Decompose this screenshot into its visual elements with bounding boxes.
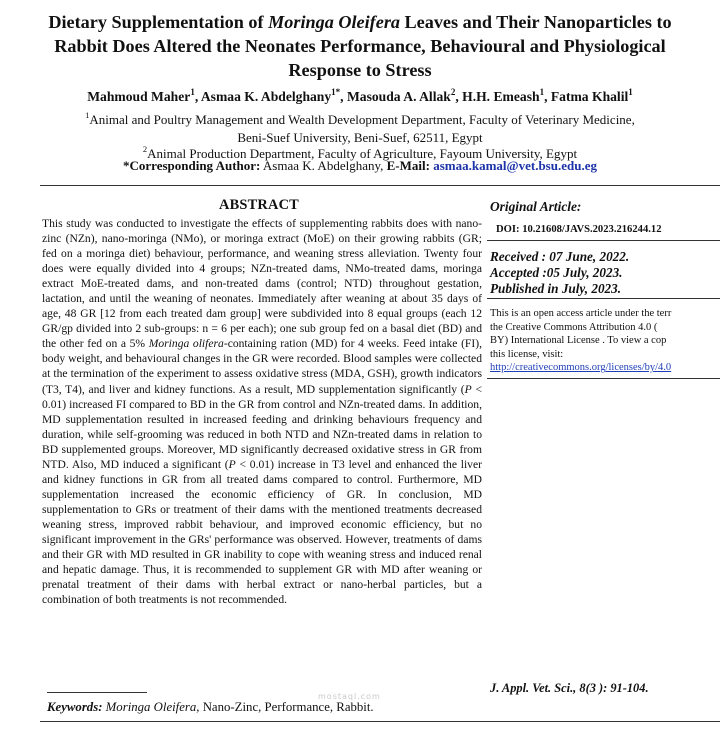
article-dates	[490, 249, 629, 297]
author-affiliation-mark: 1*	[331, 87, 341, 97]
author-affiliation-mark: 1	[539, 87, 545, 97]
author-affiliation-mark: 2	[450, 87, 456, 97]
title-species-italic: Moringa Oleifera	[268, 12, 400, 32]
license-notice: This is an open access article under the terr the Creative Commons Attribution 4.0 ( BY) International License . To view a cop this license, visit: http://creativecommons.org/licenses/by/4.0	[490, 307, 720, 375]
keywords-short-rule	[47, 692, 147, 693]
sidebar-divider-2	[487, 298, 720, 299]
corresponding-author: *Corresponding Author: Asmaa K. Abdelghany, E-Mail: asmaa.kamal@vet.bsu.edu.eg	[123, 158, 597, 173]
affiliation-1: $^1$Animal and Poultry Management and Wealth Development Department, Faculty of Veterinary Medicine, Beni-Suef University, Beni-Suef, 62511, Egypt	[85, 110, 635, 145]
affiliation-2: $^2$Animal Production Department, Faculty of Agriculture, Fayoum University, Egypt	[142, 144, 578, 161]
doi: DOI: 10.21608/JAVS.2023.216244.12	[496, 224, 662, 235]
abstract-heading: ABSTRACT	[219, 197, 299, 213]
published-date: Published in July, 2023.	[490, 281, 622, 296]
abstract-body: This study was conducted to investigate the effects of supplementing rabbits does with nano-zinc (NZn), nano-moringa (NMo), or moringa extract (MoE) on their growing rabbits (GR; fed on a moringa diet) behaviour, performance, and weaning stress alleviation. Twenty four does were equally divided into 4 groups; NZn-treated dams, NMo-treated dams, moringa extract MoE-treated dams, and non-treated dams (control; NTD) throughout gestation, lactation, and until the weaning of neonates. Immediately after weaning at about 35 days of age, 48 GR [12 from each treated dam group] were subdivided into 8 equal groups (each 12 GR/gp divided into 2 sub-groups: n = 6 per each); one sub group fed on a basal diet (BD) and the other fed on a 5% Moringa olifera-containing ration (MD) for 4 weeks. Feed intake (FI), body weight, and behavioural changes in the GR were recorded. Blood samples were collected at the termination of the experiment to assess oxidative stress (MDA, GSH), growth indicators (T3, T4), and liver and kidney functions. As a result, MD supplementation significantly (P < 0.01) increased FI compared to BD in the GR from control and NZn-treated dams. In addition, MD supplementation resulted in increased feeding and drinking behaviours frequency and duration, while self-grooming was reduced in both NTD and NZn-treated dams in relation to BD supplemented groups. Moreover, MD significantly decreased oxidative stress in GR from NTD. Also, MD induced a significant (P < 0.01) increase in T3 level and enhanced the liver and kidney functions in GR from all treated dams compared to control. Furthermore, MD supplementation increased the economic efficiency of GR. In conclusion, MD supplementation to GRs or treatment of their dams with the mentioned treatments decreased weaning stress, improved rabbit behaviour, and improved economic efficiency, but no significant improvement in the GRs' performance was observed. However, treatments of dams and their GR with MD resulted in GR inability to cope with weaning stress and induced renal and hepatic damage. Thus, it is recommended to supplement GR with MD after weaning or prenatal treatment of their dams with herbal extract or nano-herbal particles, but a combination of both treatments is not recommended.	[42, 217, 482, 607]
author-name: Fatma Khalil	[550, 89, 629, 104]
received-date: Received : 07 June, 2022.	[490, 249, 630, 264]
paper-title	[20, 10, 700, 82]
sidebar-divider-3	[487, 378, 720, 379]
journal-citation: J. Appl. Vet. Sci., 8(3 ): 91-104.	[490, 681, 649, 695]
email-link[interactable]: asmaa.kamal@vet.bsu.edu.eg	[433, 158, 597, 173]
sidebar-divider-1	[487, 240, 720, 241]
author-name: Asmaa K. Abdelghany	[200, 89, 332, 104]
keywords-line: Keywords: Moringa Oleifera, Nano-Zinc, Performance, Rabbit.	[47, 700, 374, 714]
author-affiliation-mark: 1	[628, 87, 633, 97]
license-link[interactable]: http://creativecommons.org/licenses/by/4.0	[490, 362, 672, 374]
article-type: Original Article:	[490, 199, 582, 214]
author-list: Mahmoud Maher$^1$, Asmaa K. Abdelghany$^{1*}$, Masouda A. Allak$^2$, H.H. Emeash$^1$, Fatma Khalil$^1$	[87, 87, 633, 104]
title-line-2: Rabbit Does Altered the Neonates Performance, Behavioural and Physiological	[54, 36, 666, 56]
footer-divider	[40, 721, 720, 722]
keywords-label: Keywords:	[47, 700, 103, 714]
accepted-date: Accepted :05 July, 2023.	[490, 265, 623, 280]
title-line-1: Dietary Supplementation of Moringa Oleifera Leaves and Their Nanoparticles to	[48, 12, 672, 32]
author-name: H.H. Emeash	[462, 89, 540, 104]
author-name: Masouda A. Allak	[346, 89, 451, 104]
author-name: Mahmoud Maher	[87, 89, 191, 104]
header-divider	[40, 185, 720, 186]
author-affiliation-mark: 1	[190, 87, 195, 97]
watermark: mostaql.com	[318, 692, 381, 701]
title-line-3: Response to Stress	[288, 60, 432, 80]
